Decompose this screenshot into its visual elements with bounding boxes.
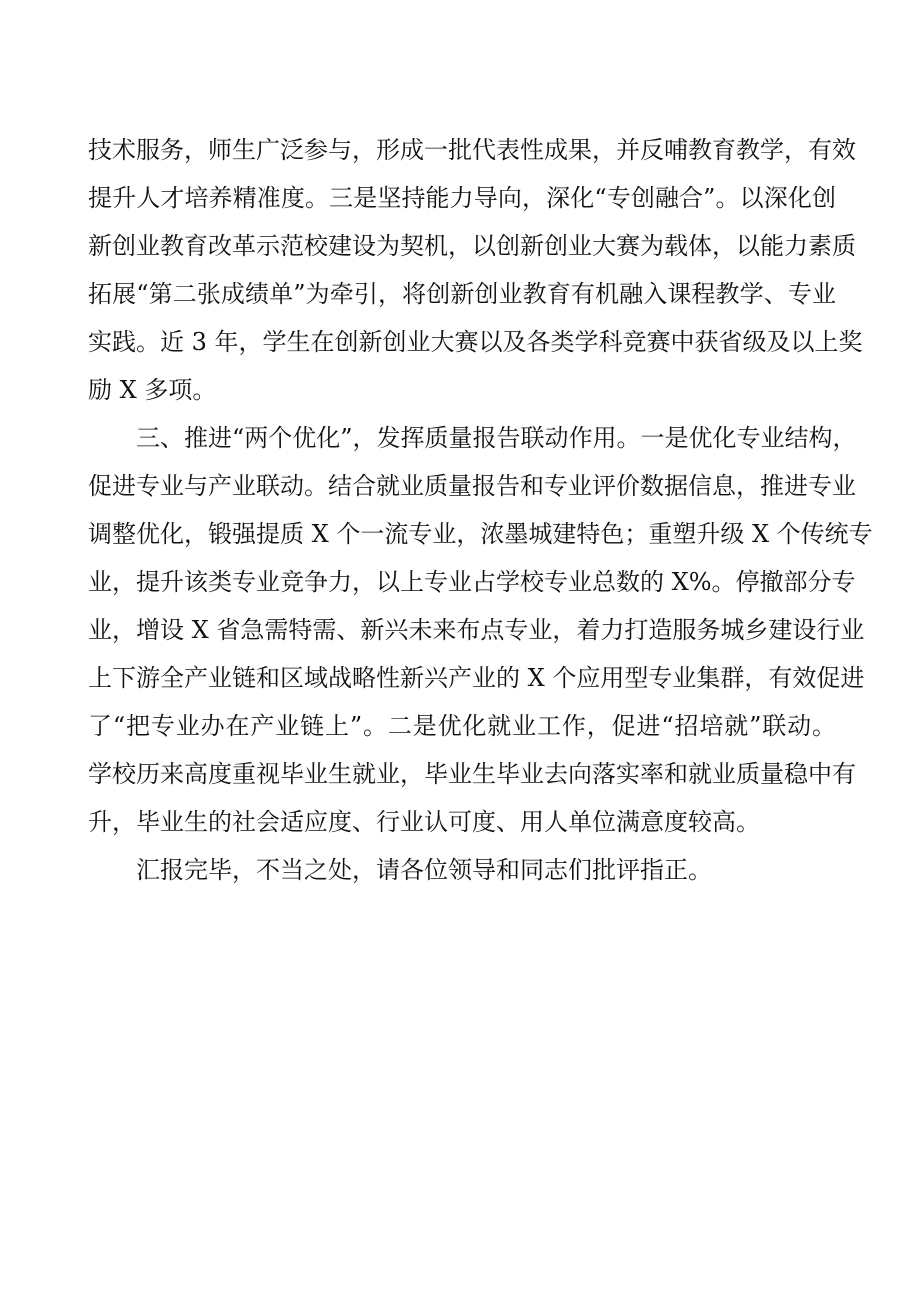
text-line: 实践。近 3 年，学生在创新创业大赛以及各类学科竞赛中获省级及以上奖 — [88, 328, 863, 356]
text-line: 新创业教育改革示范校建设为契机，以创新创业大赛为载体，以能力素质 — [88, 232, 856, 260]
document-body — [88, 126, 873, 894]
paragraph-3 — [88, 846, 836, 894]
paragraph-2 — [88, 414, 873, 846]
text-line: 拓展“第二张成绩单”为牵引，将创新创业教育有机融入课程教学、专业 — [88, 280, 836, 308]
text-line: 技术服务，师生广泛参与，形成一批代表性成果，并反哺教育教学，有效 — [88, 136, 856, 164]
text-line: 升，毕业生的社会适应度、行业认可度、用人单位满意度较高。 — [88, 808, 760, 836]
text-line: 三、推进“两个优化”，发挥质量报告联动作用。一是优化专业结构， — [136, 424, 857, 452]
text-line: 促进专业与产业联动。结合就业质量报告和专业评价数据信息，推进专业 — [88, 472, 856, 500]
paragraph-1 — [88, 126, 863, 414]
text-line: 提升人才培养精准度。三是坚持能力导向，深化“专创融合”。以深化创 — [88, 184, 836, 212]
text-line: 业，增设 X 省急需特需、新兴未来布点专业，着力打造服务城乡建设行业 — [88, 616, 865, 644]
text-line: 励 X 多项。 — [88, 376, 217, 404]
text-line: 了“把专业办在产业链上”。二是优化就业工作，促进“招培就”联动。 — [88, 712, 836, 740]
text-line: 调整优化，锻强提质 X 个一流专业，浓墨城建特色；重塑升级 X 个传统专 — [88, 520, 873, 548]
text-line: 上下游全产业链和区域战略性新兴产业的 X 个应用型专业集群，有效促进 — [88, 664, 865, 692]
text-line: 学校历来高度重视毕业生就业，毕业生毕业去向落实率和就业质量稳中有 — [88, 760, 856, 788]
text-line: 业，提升该类专业竞争力，以上专业占学校专业总数的 X%。停撤部分专 — [88, 568, 856, 596]
text-line: 汇报完毕，不当之处，请各位领导和同志们批评指正。 — [136, 856, 712, 884]
